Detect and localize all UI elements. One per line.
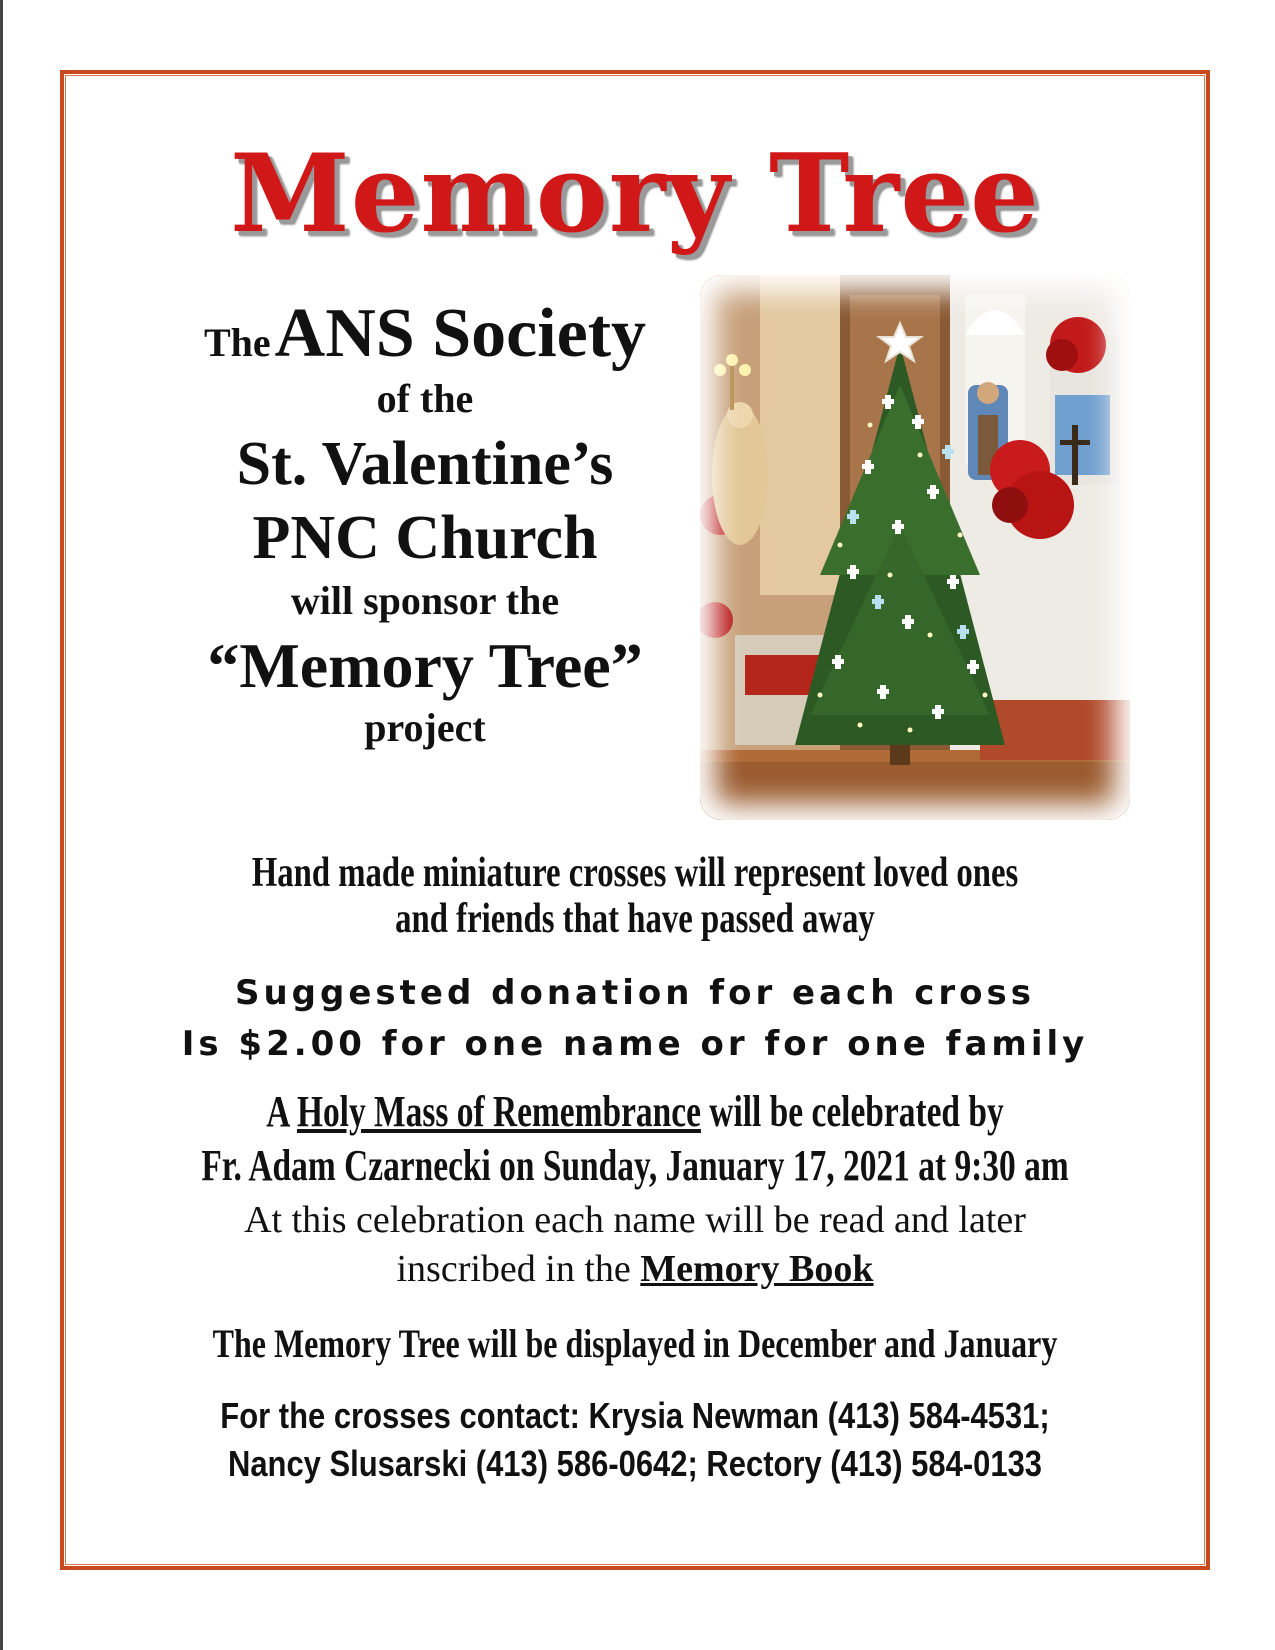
memory-book: Memory Book	[640, 1248, 874, 1291]
celebration-line-2	[60, 1245, 1210, 1294]
flyer-title: Memory Tree	[230, 131, 1040, 257]
contact-line-1: For the crosses contact: Krysia Newman (413) 584-4531;	[220, 1395, 1050, 1436]
contact-info	[141, 1392, 1130, 1488]
handmade-crosses-text	[187, 850, 1084, 942]
page-edge	[0, 0, 3, 1650]
celebration-prefix: inscribed in the	[396, 1248, 631, 1291]
church-tree-photo	[700, 275, 1130, 820]
of-the-text: of the	[376, 376, 474, 422]
donation-line-2: Is $2.00 for one name or for one family	[181, 1024, 1089, 1064]
society-name: ANS Society	[274, 295, 647, 372]
sponsor-text: will sponsor the	[290, 578, 560, 624]
donation-line-1: Suggested donation for each cross	[234, 973, 1035, 1013]
display-dates-text: The Memory Tree will be displayed in December and January	[212, 1321, 1058, 1366]
celebration-text	[60, 1196, 1210, 1295]
the-word: The	[203, 320, 271, 365]
society-line	[125, 295, 725, 373]
mass-announcement	[198, 1085, 1072, 1192]
church-name-line1: St. Valentine’s	[236, 430, 614, 499]
mass-name: Holy Mass of Remembrance	[296, 1087, 701, 1136]
handmade-line-2: and friends that have passed away	[395, 896, 875, 943]
mass-suffix: will be celebrated by	[709, 1087, 1004, 1136]
contact-line-2: Nancy Slusarski (413) 586-0642; Rectory (413) 584-0133	[227, 1442, 1043, 1484]
sponsor-block	[125, 295, 725, 750]
donation-text	[60, 968, 1210, 1070]
celebration-line-1: At this celebration each name will be read and later	[244, 1199, 1026, 1241]
mass-prefix: A	[266, 1087, 289, 1136]
mass-line-1	[198, 1085, 1072, 1139]
project-name: “Memory Tree”	[207, 629, 643, 701]
project-word: project	[364, 704, 486, 750]
handmade-line-1: Hand made miniature crosses will represent loved ones	[251, 850, 1019, 896]
mass-line-2: Fr. Adam Czarnecki on Sunday, January 17, 2021 at 9:30 am	[201, 1140, 1069, 1190]
church-name-line2: PNC Church	[252, 503, 598, 572]
